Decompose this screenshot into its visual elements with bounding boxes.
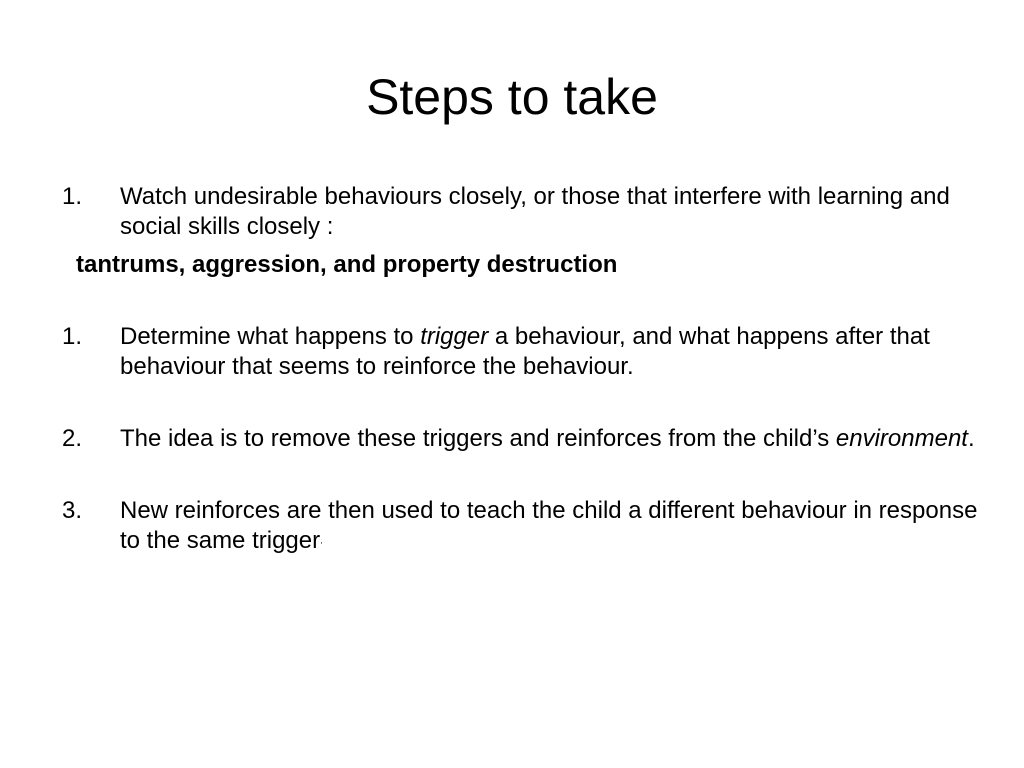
- slide-body: [58, 182, 978, 557]
- list-text-part: .: [967, 425, 975, 452]
- list-text: New reinforces are then used to teach the child a different behaviour in response to the same trigger: [120, 497, 978, 554]
- list-text-emphasis: trigger: [420, 323, 489, 350]
- list-item-2: [58, 322, 978, 382]
- list-item-1: [58, 182, 978, 242]
- list-item-4: [58, 496, 978, 557]
- list-text-part: The idea is to remove these triggers and reinforces from the child’s: [120, 425, 836, 452]
- list-number: 1.: [62, 323, 83, 350]
- list-number: 2.: [62, 425, 83, 452]
- trailing-dot: .: [320, 535, 323, 547]
- list-number: 1.: [62, 183, 83, 210]
- list-text-part: Determine what happens to: [120, 323, 421, 350]
- slide-title: Steps to take: [366, 69, 658, 125]
- list-item-3: [58, 424, 978, 454]
- list-number: 3.: [62, 497, 83, 524]
- list-text-emphasis: environment: [835, 425, 968, 452]
- list-text: Watch undesirable behaviours closely, or those that interfere with learning and social skills closely :: [120, 183, 950, 240]
- list-text-part: a behaviour, and what happens after that behaviour that seems to reinforce the behaviour.: [120, 323, 930, 380]
- list-item-1-subtext: tantrums, aggression, and property destruction: [76, 251, 618, 278]
